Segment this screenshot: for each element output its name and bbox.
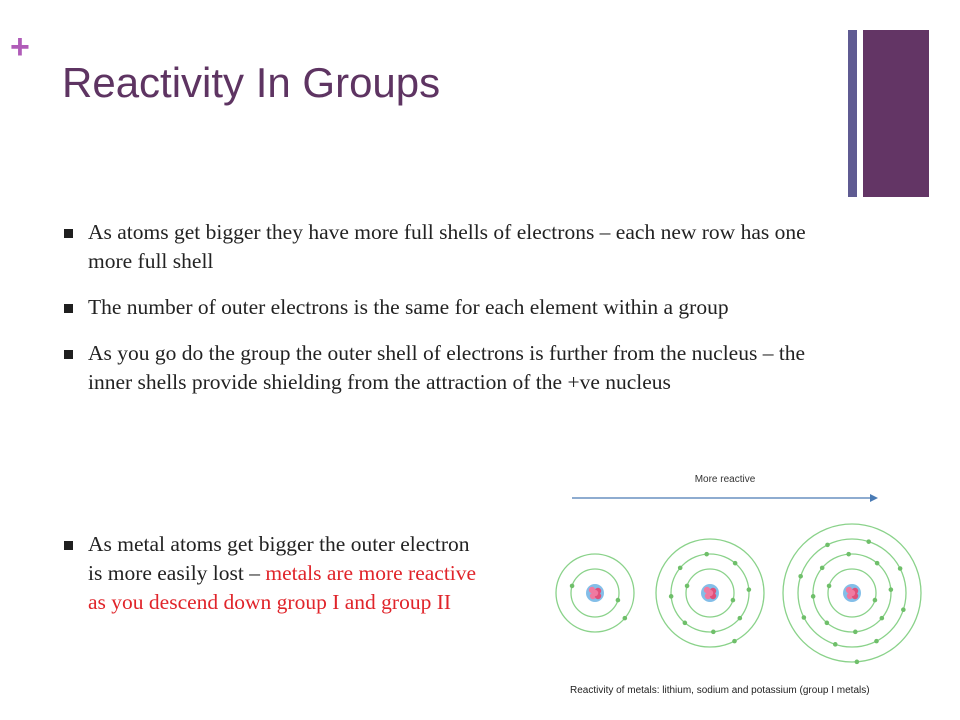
electron: [811, 594, 816, 599]
bullet-item-4: [62, 530, 482, 617]
atom-sodium: [656, 539, 764, 647]
electron: [820, 566, 825, 571]
electron: [846, 552, 851, 557]
bullet-item-3: As you go do the group the outer shell of electrons is further from the nucleus – the inner shells provide shielding from the attraction of the +ve nucleus: [62, 339, 852, 397]
bullet-item-4-highlight: metals are more reactive as you descend down group I and group II: [88, 561, 477, 614]
decor-bar-thick: [863, 30, 929, 197]
bullet-item-2: The number of outer electrons is the same for each element within a group: [62, 293, 852, 322]
atoms-group: [556, 524, 921, 664]
electron: [898, 566, 903, 571]
electron: [731, 598, 736, 603]
bullet-item-4-text: As metal atoms get bigger the outer electron is more easily lost –: [88, 532, 470, 585]
bullet-list-lower: [62, 530, 482, 617]
nucleon: [707, 590, 713, 596]
electron: [704, 552, 709, 557]
electron: [747, 587, 752, 592]
electron: [827, 584, 832, 589]
atom-potassium: [783, 524, 921, 664]
electron: [866, 539, 871, 544]
electron: [669, 594, 674, 599]
arrow-label: More reactive: [694, 474, 756, 485]
electron: [798, 574, 803, 579]
electron: [683, 621, 688, 626]
atom-lithium: [556, 554, 634, 632]
electron: [733, 561, 738, 566]
figure-caption: Reactivity of metals: lithium, sodium and potassium (group I metals): [570, 685, 870, 696]
electron: [901, 607, 906, 612]
electron: [833, 642, 838, 647]
electron: [678, 566, 683, 571]
electron: [616, 598, 621, 603]
decor-bar-thin: [848, 30, 857, 197]
electron: [889, 587, 894, 592]
bullet-list: [62, 218, 852, 414]
electron: [874, 639, 879, 644]
electron: [825, 621, 830, 626]
electron: [802, 615, 807, 620]
electron: [880, 616, 885, 621]
electron: [738, 616, 743, 621]
reactivity-arrow-head: [870, 494, 878, 502]
electron: [732, 639, 737, 644]
slide-plus-mark: +: [10, 28, 30, 66]
electron: [873, 598, 878, 603]
electron: [711, 630, 716, 635]
electron: [623, 616, 628, 621]
electron: [570, 584, 575, 589]
nucleon: [592, 590, 598, 596]
electron: [875, 561, 880, 566]
electron: [855, 660, 860, 665]
reactivity-figure: [530, 468, 950, 708]
nucleon: [849, 590, 855, 596]
electron: [685, 584, 690, 589]
slide-title: Reactivity In Groups: [62, 59, 441, 106]
electron: [853, 630, 858, 635]
atom-diagram: [530, 468, 950, 708]
bullet-item-1: As atoms get bigger they have more full shells of electrons – each new row has one more full shell: [62, 218, 852, 276]
electron: [825, 543, 830, 548]
